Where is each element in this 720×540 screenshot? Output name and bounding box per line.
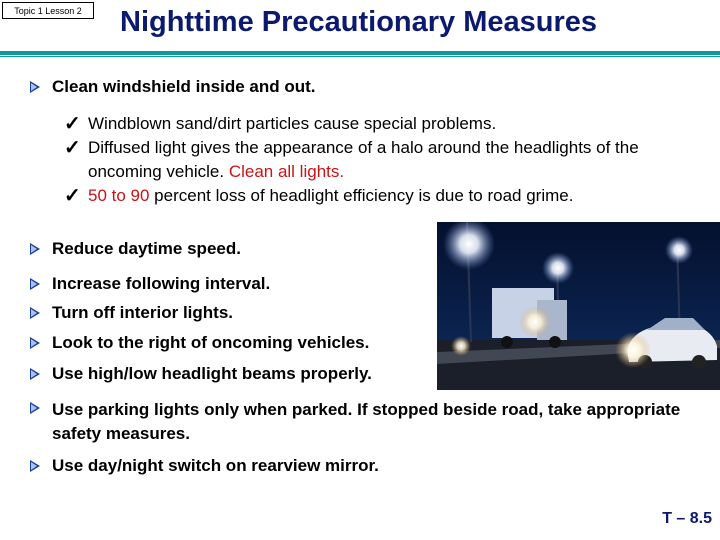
triangle-bullet-icon [30,243,40,255]
triangle-bullet-icon [30,460,40,472]
truck-headlight-glow [519,306,551,338]
bullet-headlight-beams [52,364,372,384]
sub-bullet-text: Windblown sand/dirt particles cause special problems. [88,114,497,133]
slide-number: T – 8.5 [662,510,712,527]
topic-tag: Topic 1 Lesson 2 [2,2,94,19]
bullet-text: Turn off interior lights. [52,303,233,322]
headlight-glow [451,336,471,356]
triangle-bullet-icon [30,368,40,380]
car-headlight-glow [615,332,651,368]
bullet-text: Clean windshield inside and out. [52,77,316,96]
sub-bullet-grime [64,184,713,208]
page-title: Nighttime Precautionary Measures [120,6,598,38]
bullet-text: Reduce daytime speed. [52,239,241,258]
sub-bullet-halo [64,136,713,184]
streetlight-glow [542,252,574,284]
triangle-bullet-icon [30,278,40,290]
sub-bullet-sand [64,112,713,136]
bullet-parking-lights [52,398,692,446]
bullet-text: Look to the right of oncoming vehicles. [52,333,370,352]
bullet-reduce-speed [52,239,241,259]
bullet-following-interval [52,274,270,294]
title-divider [0,51,720,55]
bullet-clean-windshield [52,77,316,97]
night-traffic-photo [437,222,720,390]
highlight-text: 50 to 90 [88,186,150,205]
bullet-text: Increase following interval. [52,274,271,293]
triangle-bullet-icon [30,81,40,93]
bullet-text: Use high/low headlight beams properly. [52,364,372,383]
title-divider-thin [0,56,720,57]
bullet-text: Use day/night switch on rearview mirror. [52,456,379,475]
triangle-bullet-icon [30,402,40,414]
checkmark-icon: ✓ [64,113,81,135]
sub-bullet-text: Diffused light gives the appearance of a halo around the headlights of the oncoming vehicle. [88,138,639,181]
bullet-text: Use parking lights only when parked. If stopped beside road, take appropriate safety measures. [52,400,681,443]
checkmark-icon: ✓ [64,185,81,207]
triangle-bullet-icon [30,307,40,319]
bullet-look-right [52,333,369,353]
bullet-interior-lights [52,303,233,323]
triangle-bullet-icon [30,337,40,349]
streetlight-glow [665,236,693,264]
checkmark-icon: ✓ [64,137,81,159]
sub-bullet-text: percent loss of headlight efficiency is due to road grime. [149,186,574,205]
bullet-day-night-switch [52,456,379,476]
highlight-text: Clean all lights. [228,162,345,181]
